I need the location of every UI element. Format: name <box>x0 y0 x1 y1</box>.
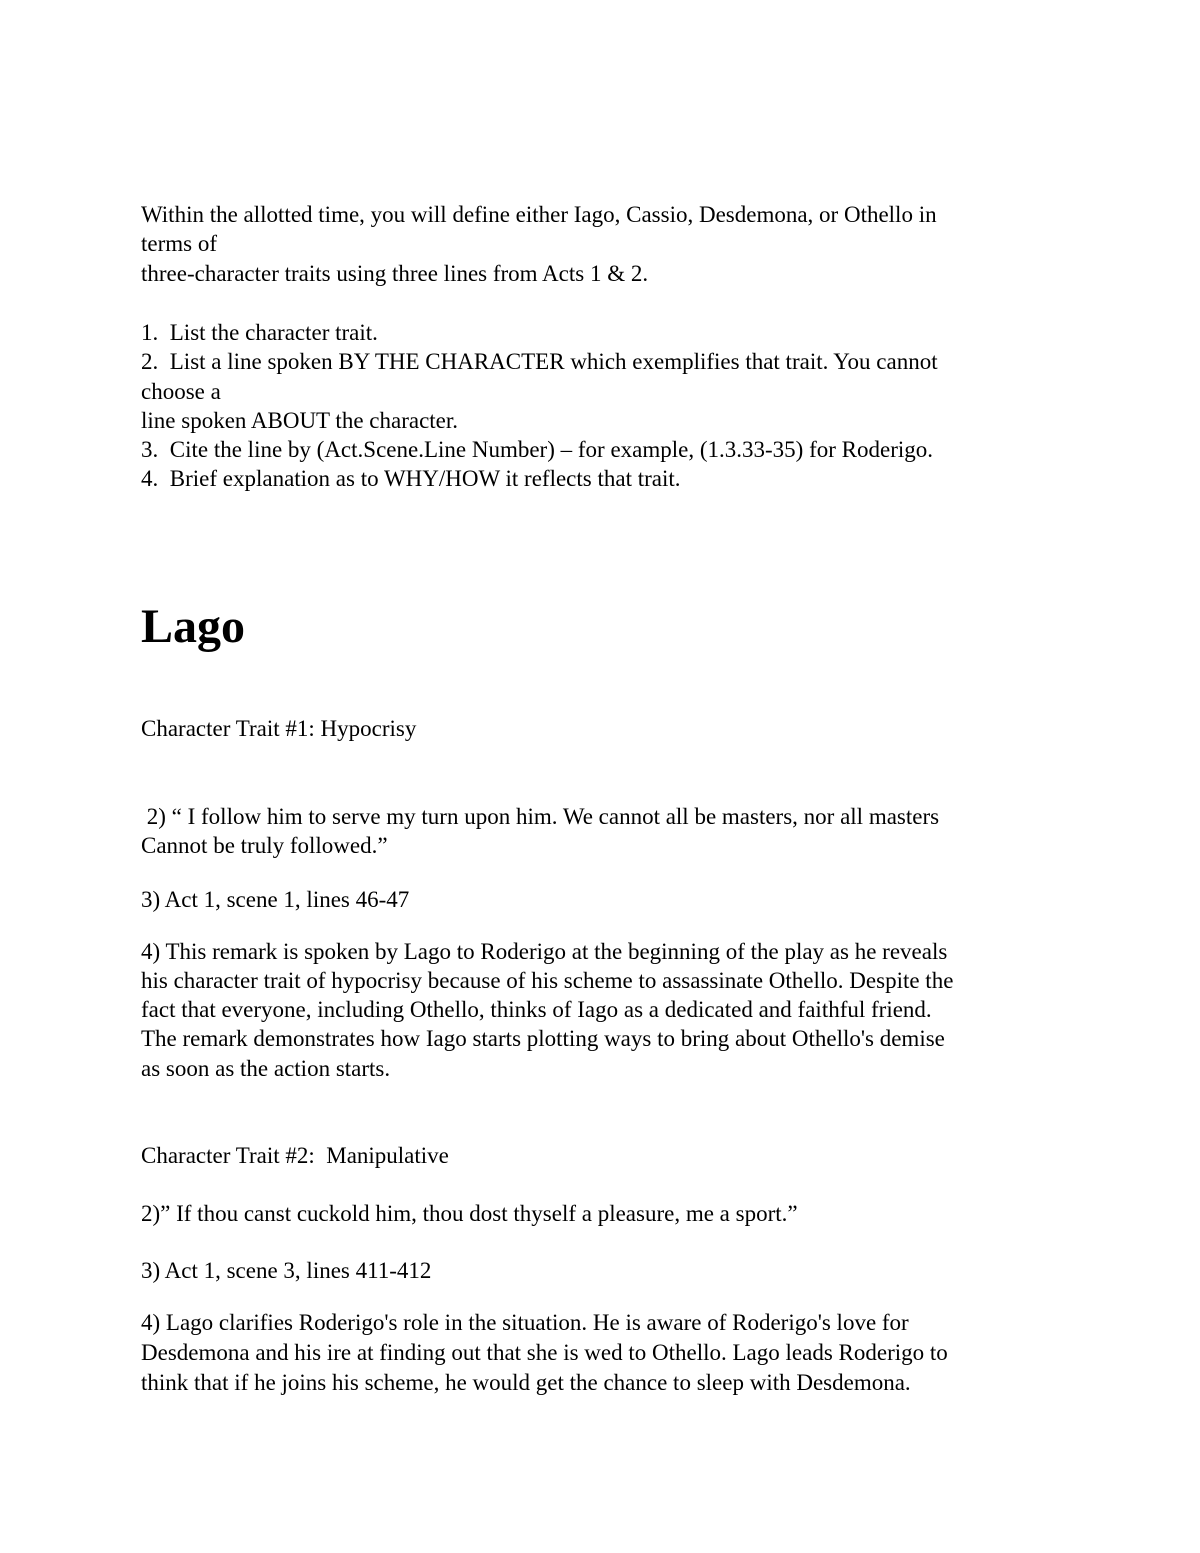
trait-explanation-line: 4) Lago clarifies Roderigo's role in the situation. He is aware of Roderigo's love for <box>141 1310 909 1335</box>
trait-explanation-line: fact that everyone, including Othello, thinks of Iago as a dedicated and faithful friend. <box>141 997 932 1022</box>
trait-citation: 3) Act 1, scene 1, lines 46-47 <box>141 887 410 912</box>
trait-explanation-line: think that if he joins his scheme, he would get the chance to sleep with Desdemona. <box>141 1370 911 1395</box>
instruction-step: 3. Cite the line by (Act.Scene.Line Number) – for example, (1.3.33-35) for Roderigo. <box>141 437 933 462</box>
trait-explanation-line: 4) This remark is spoken by Lago to Roderigo at the beginning of the play as he reveals <box>141 939 948 964</box>
trait-heading: Character Trait #2: Manipulative <box>141 1143 449 1168</box>
trait-quote-line: Cannot be truly followed.” <box>141 833 388 858</box>
trait-explanation-line: The remark demonstrates how Iago starts plotting ways to bring about Othello's demise <box>141 1026 945 1051</box>
instruction-step: choose a <box>141 379 221 404</box>
instruction-step: line spoken ABOUT the character. <box>141 408 459 433</box>
instruction-step: 2. List a line spoken BY THE CHARACTER which exemplifies that trait. You cannot <box>141 349 938 374</box>
trait-citation: 3) Act 1, scene 3, lines 411-412 <box>141 1258 432 1283</box>
character-heading: Lago <box>141 600 246 653</box>
trait-explanation-line: his character trait of hypocrisy because of his scheme to assassinate Othello. Despite the <box>141 968 954 993</box>
trait-explanation-line: Desdemona and his ire at finding out that she is wed to Othello. Lago leads Roderigo to <box>141 1340 948 1365</box>
trait-quote-line: 2)” If thou canst cuckold him, thou dost thyself a pleasure, me a sport.” <box>141 1201 798 1226</box>
instruction-step: 1. List the character trait. <box>141 320 378 345</box>
instruction-step: 4. Brief explanation as to WHY/HOW it reflects that trait. <box>141 466 681 491</box>
instructions-line-2: terms of <box>141 231 218 256</box>
instructions-line-3: three-character traits using three lines from Acts 1 & 2. <box>141 261 649 286</box>
instructions-line-1: Within the allotted time, you will define either Iago, Cassio, Desdemona, or Othello in <box>141 202 937 227</box>
trait-heading: Character Trait #1: Hypocrisy <box>141 716 417 741</box>
trait-explanation-line: as soon as the action starts. <box>141 1056 391 1081</box>
trait-quote-line: 2) “ I follow him to serve my turn upon him. We cannot all be masters, nor all masters <box>141 804 940 829</box>
